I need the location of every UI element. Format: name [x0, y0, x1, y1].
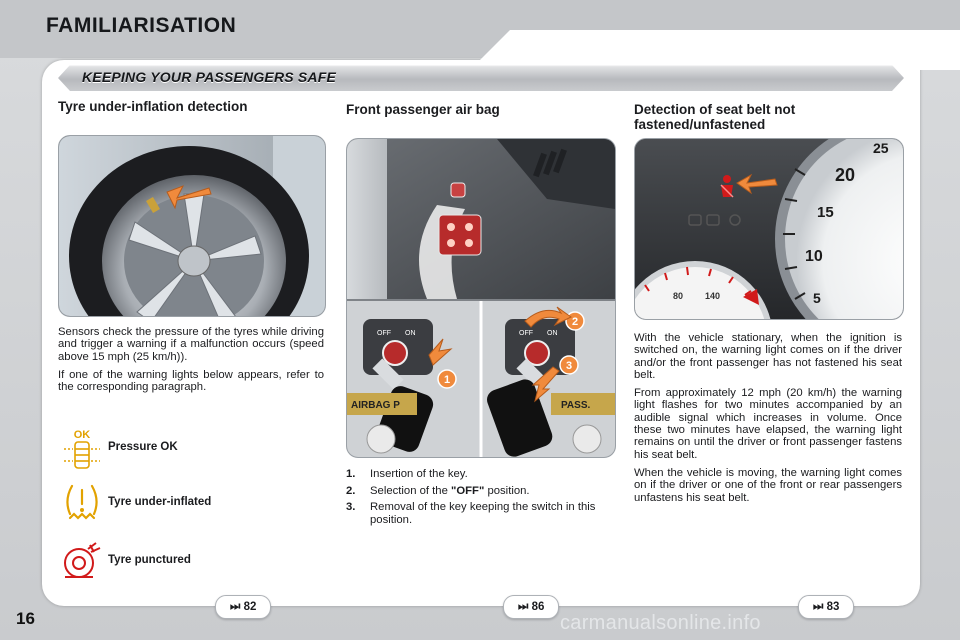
airbag-step-1: [346, 468, 606, 481]
small-dial-label-80: 80: [673, 291, 684, 301]
tyre-under-inflated-icon: [60, 480, 104, 524]
step-number: 3.: [346, 501, 356, 513]
tyre-paragraph-2: If one of the warning lights below appears, refer to the corresponding paragraph.: [58, 368, 324, 394]
tyre-description: [58, 326, 324, 399]
seatbelt-section-title: [634, 102, 795, 132]
ref-page-83: 83: [826, 601, 840, 613]
speed-label-25: 25: [873, 140, 889, 156]
speed-label-20: 20: [835, 165, 856, 185]
small-dial-label-140: 140: [705, 291, 721, 301]
tyre-paragraph-1: Sensors check the pressure of the tyres while driving and trigger a warning if a malfunction occurs (speed above 15 mph (25 km/h)).: [58, 326, 324, 363]
ok-badge: OK: [73, 429, 91, 441]
wheel-illustration: [59, 136, 325, 316]
skip-forward-icon: ⏭: [230, 601, 241, 613]
seatbelt-paragraph-1: With the vehicle stationary, when the ignition is switched on, the warning light comes on if the driver and/or the front passenger has not fastened his seat belt.: [634, 332, 902, 381]
speed-label-5: 5: [813, 290, 821, 306]
legend-pressure-ok: [60, 427, 280, 467]
ref-link-86[interactable]: [503, 595, 559, 619]
step-number: 1.: [346, 468, 356, 480]
airbag-photo: [346, 138, 616, 458]
airbag-panel-label: AIRBAG P: [351, 400, 400, 411]
airbag-switch-illustration: [347, 139, 615, 457]
switch-on-label-right: ON: [547, 330, 558, 337]
ref-link-82[interactable]: [215, 595, 271, 619]
card-notch: [470, 30, 960, 70]
step-text-bold: "OFF": [451, 484, 485, 497]
airbag-section-title: Front passenger air bag: [346, 102, 500, 117]
callout-1-label: 1: [443, 374, 451, 386]
legend-label-under-inflated: Tyre under-inflated: [108, 496, 212, 508]
page-title: FAMILIARISATION: [46, 14, 237, 37]
speed-label-15: 15: [817, 204, 834, 221]
step-text: Insertion of the key.: [370, 468, 468, 480]
speed-label-10: 10: [805, 248, 823, 265]
watermark-text: carmanualsonline.info: [560, 612, 761, 634]
switch-off-label-right: OFF: [519, 330, 533, 337]
legend-punctured: [60, 540, 280, 580]
instrument-cluster-illustration: [635, 139, 903, 319]
airbag-step-2: [346, 485, 606, 498]
switch-off-label-left: OFF: [377, 330, 391, 337]
callout-2-label: 2: [571, 316, 579, 328]
airbag-steps-list: [346, 468, 606, 530]
seatbelt-title-line-1: Detection of seat belt not: [634, 102, 796, 117]
seatbelt-title-line-2: fastened/unfastened: [634, 117, 766, 132]
airbag-step-3: [346, 501, 606, 526]
section-title: KEEPING YOUR PASSENGERS SAFE: [82, 69, 337, 85]
pass-panel-label: PASS.: [561, 400, 591, 411]
step-number: 2.: [346, 484, 356, 497]
seatbelt-paragraph-3: When the vehicle is moving, the warning light comes on if the driver or one of the front or rear passengers unfastens his seat belt.: [634, 466, 902, 504]
callout-3-label: 3: [565, 360, 573, 372]
switch-on-label-left: ON: [405, 330, 416, 337]
ref-page-82: 82: [243, 601, 257, 613]
ref-link-83[interactable]: [798, 595, 854, 619]
step-text: Selection of the: [370, 484, 452, 497]
page-number: 16: [16, 609, 35, 628]
legend-under-inflated: [60, 480, 280, 520]
tyre-pressure-ok-icon: [60, 427, 104, 471]
legend-label-pressure-ok: Pressure OK: [108, 441, 178, 453]
ref-page-86: 86: [531, 601, 545, 613]
skip-forward-icon: ⏭: [813, 601, 824, 613]
step-text: Removal of the key keeping the switch in this position.: [370, 501, 596, 526]
step-text-after: position.: [484, 484, 530, 497]
seatbelt-paragraph-2: From approximately 12 mph (20 km/h) the warning light flashes for two minutes accompanied by an audible signal which increases in volume. Once these two minutes have elapsed, the warning light remains on until the driver or front passenger fastens his seat belt.: [634, 387, 902, 461]
seatbelt-description: [634, 332, 902, 510]
legend-label-punctured: Tyre punctured: [108, 554, 191, 566]
instrument-cluster-photo: [634, 138, 904, 320]
tyre-wheel-photo: [58, 135, 326, 317]
tyre-punctured-icon: [60, 540, 104, 584]
tyre-section-title: Tyre under-inflation detection: [58, 99, 248, 114]
skip-forward-icon: ⏭: [518, 601, 529, 613]
